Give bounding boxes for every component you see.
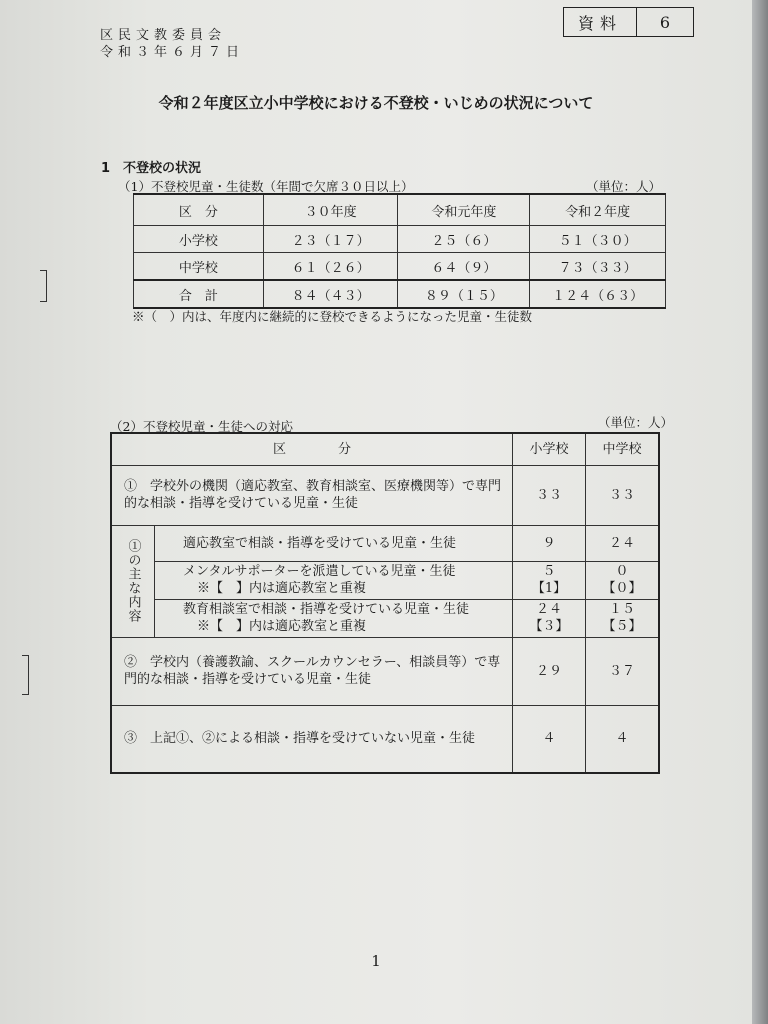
sub2-label: メンタルサポーターを派遣している児童・生徒: [183, 564, 456, 579]
sub3-label-cell: [155, 599, 513, 637]
sub3-elementary: ２４: [535, 602, 562, 617]
sub3-junior: １５: [608, 602, 635, 617]
table1-cell: 合 計: [134, 280, 264, 308]
section-heading: 1 不登校の状況: [101, 161, 202, 176]
table-row: [134, 253, 666, 281]
table2-header-elementary: 小学校: [513, 433, 586, 465]
table1-cell: ２３（１７）: [263, 226, 398, 253]
table1-cell: ２５（６）: [398, 226, 530, 253]
binding-mark: [40, 270, 47, 302]
background-edge: [752, 0, 768, 1024]
table1-cell: 小学校: [134, 226, 264, 253]
document-title: 令和２年度区立小中学校における不登校・いじめの状況について: [158, 94, 594, 112]
table-row: [111, 465, 659, 525]
sub3-elementary-dup: 【３】: [529, 619, 569, 634]
table1-cell: ６４（９）: [398, 253, 530, 281]
table1-note: ※（ ）内は、年度内に継続的に登校できるようになった児童・生徒数: [132, 309, 533, 324]
table1-caption: （1）不登校児童・生徒数（年間で欠席３０日以上）: [118, 179, 414, 194]
document-label: 資料: [564, 8, 637, 36]
sub2-junior: ０: [615, 564, 629, 579]
sub2-elementary-cell: [513, 561, 586, 599]
table2-unit: （単位：人）: [598, 415, 674, 430]
table1-header: 令和２年度: [530, 194, 666, 226]
table-row: [111, 705, 659, 773]
sub1-junior: ２４: [586, 525, 660, 561]
issue-date: 令和３年６月７日: [100, 45, 245, 60]
table-row: [111, 599, 659, 637]
row1-elementary: ３３: [513, 465, 586, 525]
table2-caption: （2）不登校児童・生徒への対応: [110, 419, 293, 434]
table1-header: 区 分: [134, 194, 264, 226]
sub2-elementary: ５: [542, 564, 556, 579]
document-number: 6: [659, 12, 671, 32]
issuer-block: [100, 27, 244, 61]
table-row: [111, 637, 659, 705]
sub2-elementary-dup: 【1】: [531, 581, 567, 596]
table-row: [134, 226, 666, 253]
row3-label: ③ 上記①、②による相談・指導を受けていない児童・生徒: [111, 705, 513, 773]
table1-cell: ７３（３３）: [530, 253, 666, 281]
row2-label: ② 学校内（養護教諭、スクールカウンセラー、相談員等）で専門的な相談・指導を受けている児童・生徒: [111, 637, 513, 705]
sub3-label: 教育相談室で相談・指導を受けている児童・生徒: [183, 602, 470, 617]
sub1-elementary: ９: [513, 525, 586, 561]
binding-mark: [22, 655, 29, 695]
table-row: [111, 561, 659, 599]
table-row: [134, 280, 666, 308]
absence-count-table: [133, 193, 666, 309]
table1-cell: ６１（２６）: [263, 253, 398, 281]
row3-elementary: ４: [513, 705, 586, 773]
table-row: [111, 525, 659, 561]
table1-header: ３０年度: [263, 194, 398, 226]
sub2-junior-dup: 【０】: [602, 581, 642, 596]
table1-cell: 中学校: [134, 253, 264, 281]
main-content-label-cell: [111, 525, 155, 637]
sub3-junior-cell: [586, 599, 660, 637]
row1-label: ① 学校外の機関（適応教室、教育相談室、医療機関等）で専門的な相談・指導を受けている児童・生徒: [111, 465, 513, 525]
sub3-elementary-cell: [513, 599, 586, 637]
row2-elementary: ２９: [513, 637, 586, 705]
sub3-note: ※【 】内は適応教室と重複: [197, 619, 367, 634]
sub1-label: 適応教室で相談・指導を受けている児童・生徒: [155, 525, 513, 561]
row3-junior: ４: [586, 705, 660, 773]
committee-name: 区民文教委員会: [100, 28, 227, 43]
table1-cell: １２４（６３）: [530, 280, 666, 308]
document-id-box: [563, 7, 694, 37]
sub2-note: ※【 】内は適応教室と重複: [197, 581, 367, 596]
sub2-label-cell: [155, 561, 513, 599]
sub2-junior-cell: [586, 561, 660, 599]
table1-cell: ５１（３０）: [530, 226, 666, 253]
sub3-junior-dup: 【５】: [602, 619, 642, 634]
page-number: 1: [371, 952, 381, 970]
table1-unit: （単位：人）: [586, 179, 662, 194]
table2-header-junior: 中学校: [586, 433, 660, 465]
main-content-label: ①の主な内容: [125, 539, 141, 623]
table1-cell: ８４（４３）: [263, 280, 398, 308]
row2-junior: ３７: [586, 637, 660, 705]
table2-header-category: 区 分: [111, 433, 513, 465]
table1-header: 令和元年度: [398, 194, 530, 226]
table1-cell: ８９（１５）: [398, 280, 530, 308]
row1-junior: ３３: [586, 465, 660, 525]
response-table: [110, 432, 660, 774]
table-row: [111, 433, 659, 465]
